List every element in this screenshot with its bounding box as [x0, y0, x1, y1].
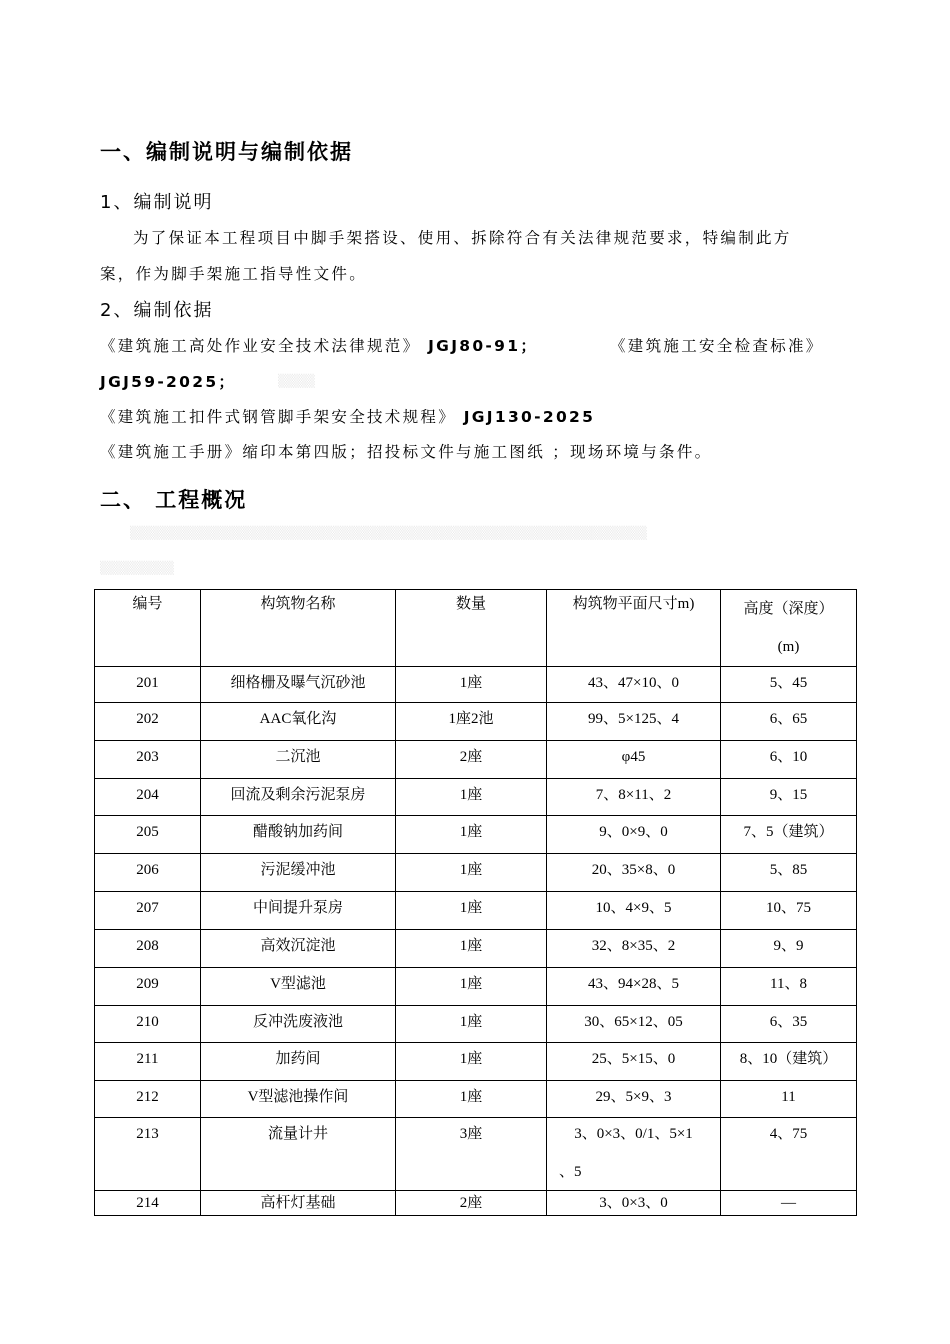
- table-cell: 5、85: [721, 854, 857, 892]
- table-cell: 10、75: [721, 892, 857, 930]
- table-row: [95, 1191, 857, 1216]
- cell-line: 、5: [559, 1164, 582, 1180]
- section-1-title: 一、编制说明与编制依据: [100, 140, 353, 164]
- table-cell: 99、5×125、4: [547, 703, 721, 741]
- paragraph-line: 为了保证本工程项目中脚手架搭设、使用、拆除符合有关法律规范要求，特编制此方: [133, 229, 792, 247]
- reference-code: JGJ80-91；: [420, 337, 539, 355]
- faint-watermark: ▒▒▒▒: [278, 374, 315, 388]
- table-cell: 1座: [396, 667, 547, 703]
- reference-title: 《建筑施工高处作业安全技术法律规范》: [100, 337, 421, 355]
- table-cell: 高杆灯基础: [201, 1191, 396, 1216]
- reference-title: 《建筑施工安全检查标准》: [610, 337, 824, 355]
- table-row: [95, 1081, 857, 1118]
- table-cell: 1座: [396, 779, 547, 816]
- table-row: [95, 892, 857, 930]
- header-cell: 数量: [396, 590, 547, 667]
- table-cell: 1座: [396, 816, 547, 854]
- faint-watermark: ▒▒▒▒▒▒▒▒▒▒▒▒▒▒▒▒▒▒▒▒▒▒▒▒▒▒▒▒▒▒▒▒▒▒▒▒▒▒▒▒▒▒▒▒▒▒▒▒▒▒▒▒▒▒▒▒: [130, 526, 647, 540]
- table-row: [95, 816, 857, 854]
- table-row: [95, 968, 857, 1006]
- table-cell: 9、15: [721, 779, 857, 816]
- table-cell: 210: [95, 1006, 201, 1043]
- table-cell: 43、94×28、5: [547, 968, 721, 1006]
- table-cell: φ45: [547, 741, 721, 779]
- table-row: [95, 667, 857, 703]
- table-cell: 212: [95, 1081, 201, 1118]
- table-cell: 1座: [396, 930, 547, 968]
- paragraph-line: 案，作为脚手架施工指导性文件。: [100, 265, 368, 283]
- table-cell: 1座: [396, 854, 547, 892]
- table-cell: 加药间: [201, 1043, 396, 1081]
- reference-line: [100, 405, 595, 427]
- header-cell: 构筑物平面尺寸m): [547, 590, 721, 667]
- table-cell: 205: [95, 816, 201, 854]
- table-cell: 污泥缓冲池: [201, 854, 396, 892]
- table-cell: 1座: [396, 1006, 547, 1043]
- reference-title: 《建筑施工扣件式钢管脚手架安全技术规程》: [100, 408, 457, 426]
- table-cell: 1座: [396, 968, 547, 1006]
- table-cell: 29、5×9、3: [547, 1081, 721, 1118]
- table-cell: 2座: [396, 741, 547, 779]
- table-cell: 214: [95, 1191, 201, 1216]
- structures-table: [94, 589, 857, 1216]
- table-cell: 207: [95, 892, 201, 930]
- table-cell: 1座: [396, 1081, 547, 1118]
- table-cell: 6、35: [721, 1006, 857, 1043]
- table-cell: 6、10: [721, 741, 857, 779]
- table-cell: 4、75: [721, 1118, 857, 1191]
- table-cell: 20、35×8、0: [547, 854, 721, 892]
- table-cell: 208: [95, 930, 201, 968]
- table-body: [95, 667, 857, 1216]
- reference-code: JGJ130-2025: [456, 408, 596, 426]
- subsection-1-title: 1、编制说明: [100, 192, 214, 213]
- table-cell: 反冲洗废液池: [201, 1006, 396, 1043]
- table-cell: 30、65×12、05: [547, 1006, 721, 1043]
- table-cell: 6、65: [721, 703, 857, 741]
- header-cell: [721, 590, 857, 667]
- table-cell: 醋酸钠加药间: [201, 816, 396, 854]
- table-cell: 211: [95, 1043, 201, 1081]
- table-cell: V型滤池: [201, 968, 396, 1006]
- table-cell: 回流及剩余污泥泵房: [201, 779, 396, 816]
- table-cell: 9、9: [721, 930, 857, 968]
- header-cell: 构筑物名称: [201, 590, 396, 667]
- table-cell: 7、5（建筑）: [721, 816, 857, 854]
- table-cell: 2座: [396, 1191, 547, 1216]
- table-cell: 206: [95, 854, 201, 892]
- table-cell: 高效沉淀池: [201, 930, 396, 968]
- table-row: [95, 1118, 857, 1191]
- table-cell: AAC氧化沟: [201, 703, 396, 741]
- table-cell: 二沉池: [201, 741, 396, 779]
- table-cell: 细格栅及曝气沉砂池: [201, 667, 396, 703]
- table-row: [95, 779, 857, 816]
- table-cell: 11、8: [721, 968, 857, 1006]
- table-cell: 25、5×15、0: [547, 1043, 721, 1081]
- table-cell: 32、8×35、2: [547, 930, 721, 968]
- table-header-row: [95, 590, 857, 667]
- faint-watermark: ▒▒▒▒▒▒▒▒: [100, 561, 174, 575]
- table-cell: 204: [95, 779, 201, 816]
- table-row: [95, 854, 857, 892]
- subsection-2-title: 2、编制依据: [100, 300, 214, 321]
- table-cell: 209: [95, 968, 201, 1006]
- table-cell: 1座: [396, 1043, 547, 1081]
- header-height-label: 高度（深度）: [743, 601, 834, 617]
- table-cell: 10、4×9、5: [547, 892, 721, 930]
- header-height-unit: (m): [777, 639, 800, 655]
- table-cell: V型滤池操作间: [201, 1081, 396, 1118]
- table-cell: 8、10（建筑）: [721, 1043, 857, 1081]
- table-cell: 流量计井: [201, 1118, 396, 1191]
- table-cell: 201: [95, 667, 201, 703]
- table-cell: 213: [95, 1118, 201, 1191]
- table-cell: 9、0×9、0: [547, 816, 721, 854]
- header-cell: 编号: [95, 590, 201, 667]
- table-row: [95, 703, 857, 741]
- table-cell: 11: [721, 1081, 857, 1118]
- section-2-title: 二、 工程概况: [100, 488, 248, 512]
- table-cell: [547, 1118, 721, 1191]
- table-cell: 203: [95, 741, 201, 779]
- reference-code: JGJ59-2025；: [100, 373, 237, 391]
- table-row: [95, 741, 857, 779]
- table-cell: 5、45: [721, 667, 857, 703]
- table-cell: 43、47×10、0: [547, 667, 721, 703]
- table-row: [95, 1043, 857, 1081]
- table-row: [95, 930, 857, 968]
- table-cell: —: [721, 1191, 857, 1216]
- table-cell: 3、0×3、0: [547, 1191, 721, 1216]
- reference-line: 《建筑施工手册》缩印本第四版；招投标文件与施工图纸 ；现场环境与条件。: [100, 443, 713, 461]
- table-cell: 中间提升泵房: [201, 892, 396, 930]
- table-cell: 7、8×11、2: [547, 779, 721, 816]
- reference-line: [100, 334, 538, 356]
- table-row: [95, 1006, 857, 1043]
- table-cell: 3座: [396, 1118, 547, 1191]
- table-cell: 1座: [396, 892, 547, 930]
- table-cell: 202: [95, 703, 201, 741]
- cell-line: 3、0×3、0/1、5×1: [574, 1126, 693, 1142]
- table-cell: 1座2池: [396, 703, 547, 741]
